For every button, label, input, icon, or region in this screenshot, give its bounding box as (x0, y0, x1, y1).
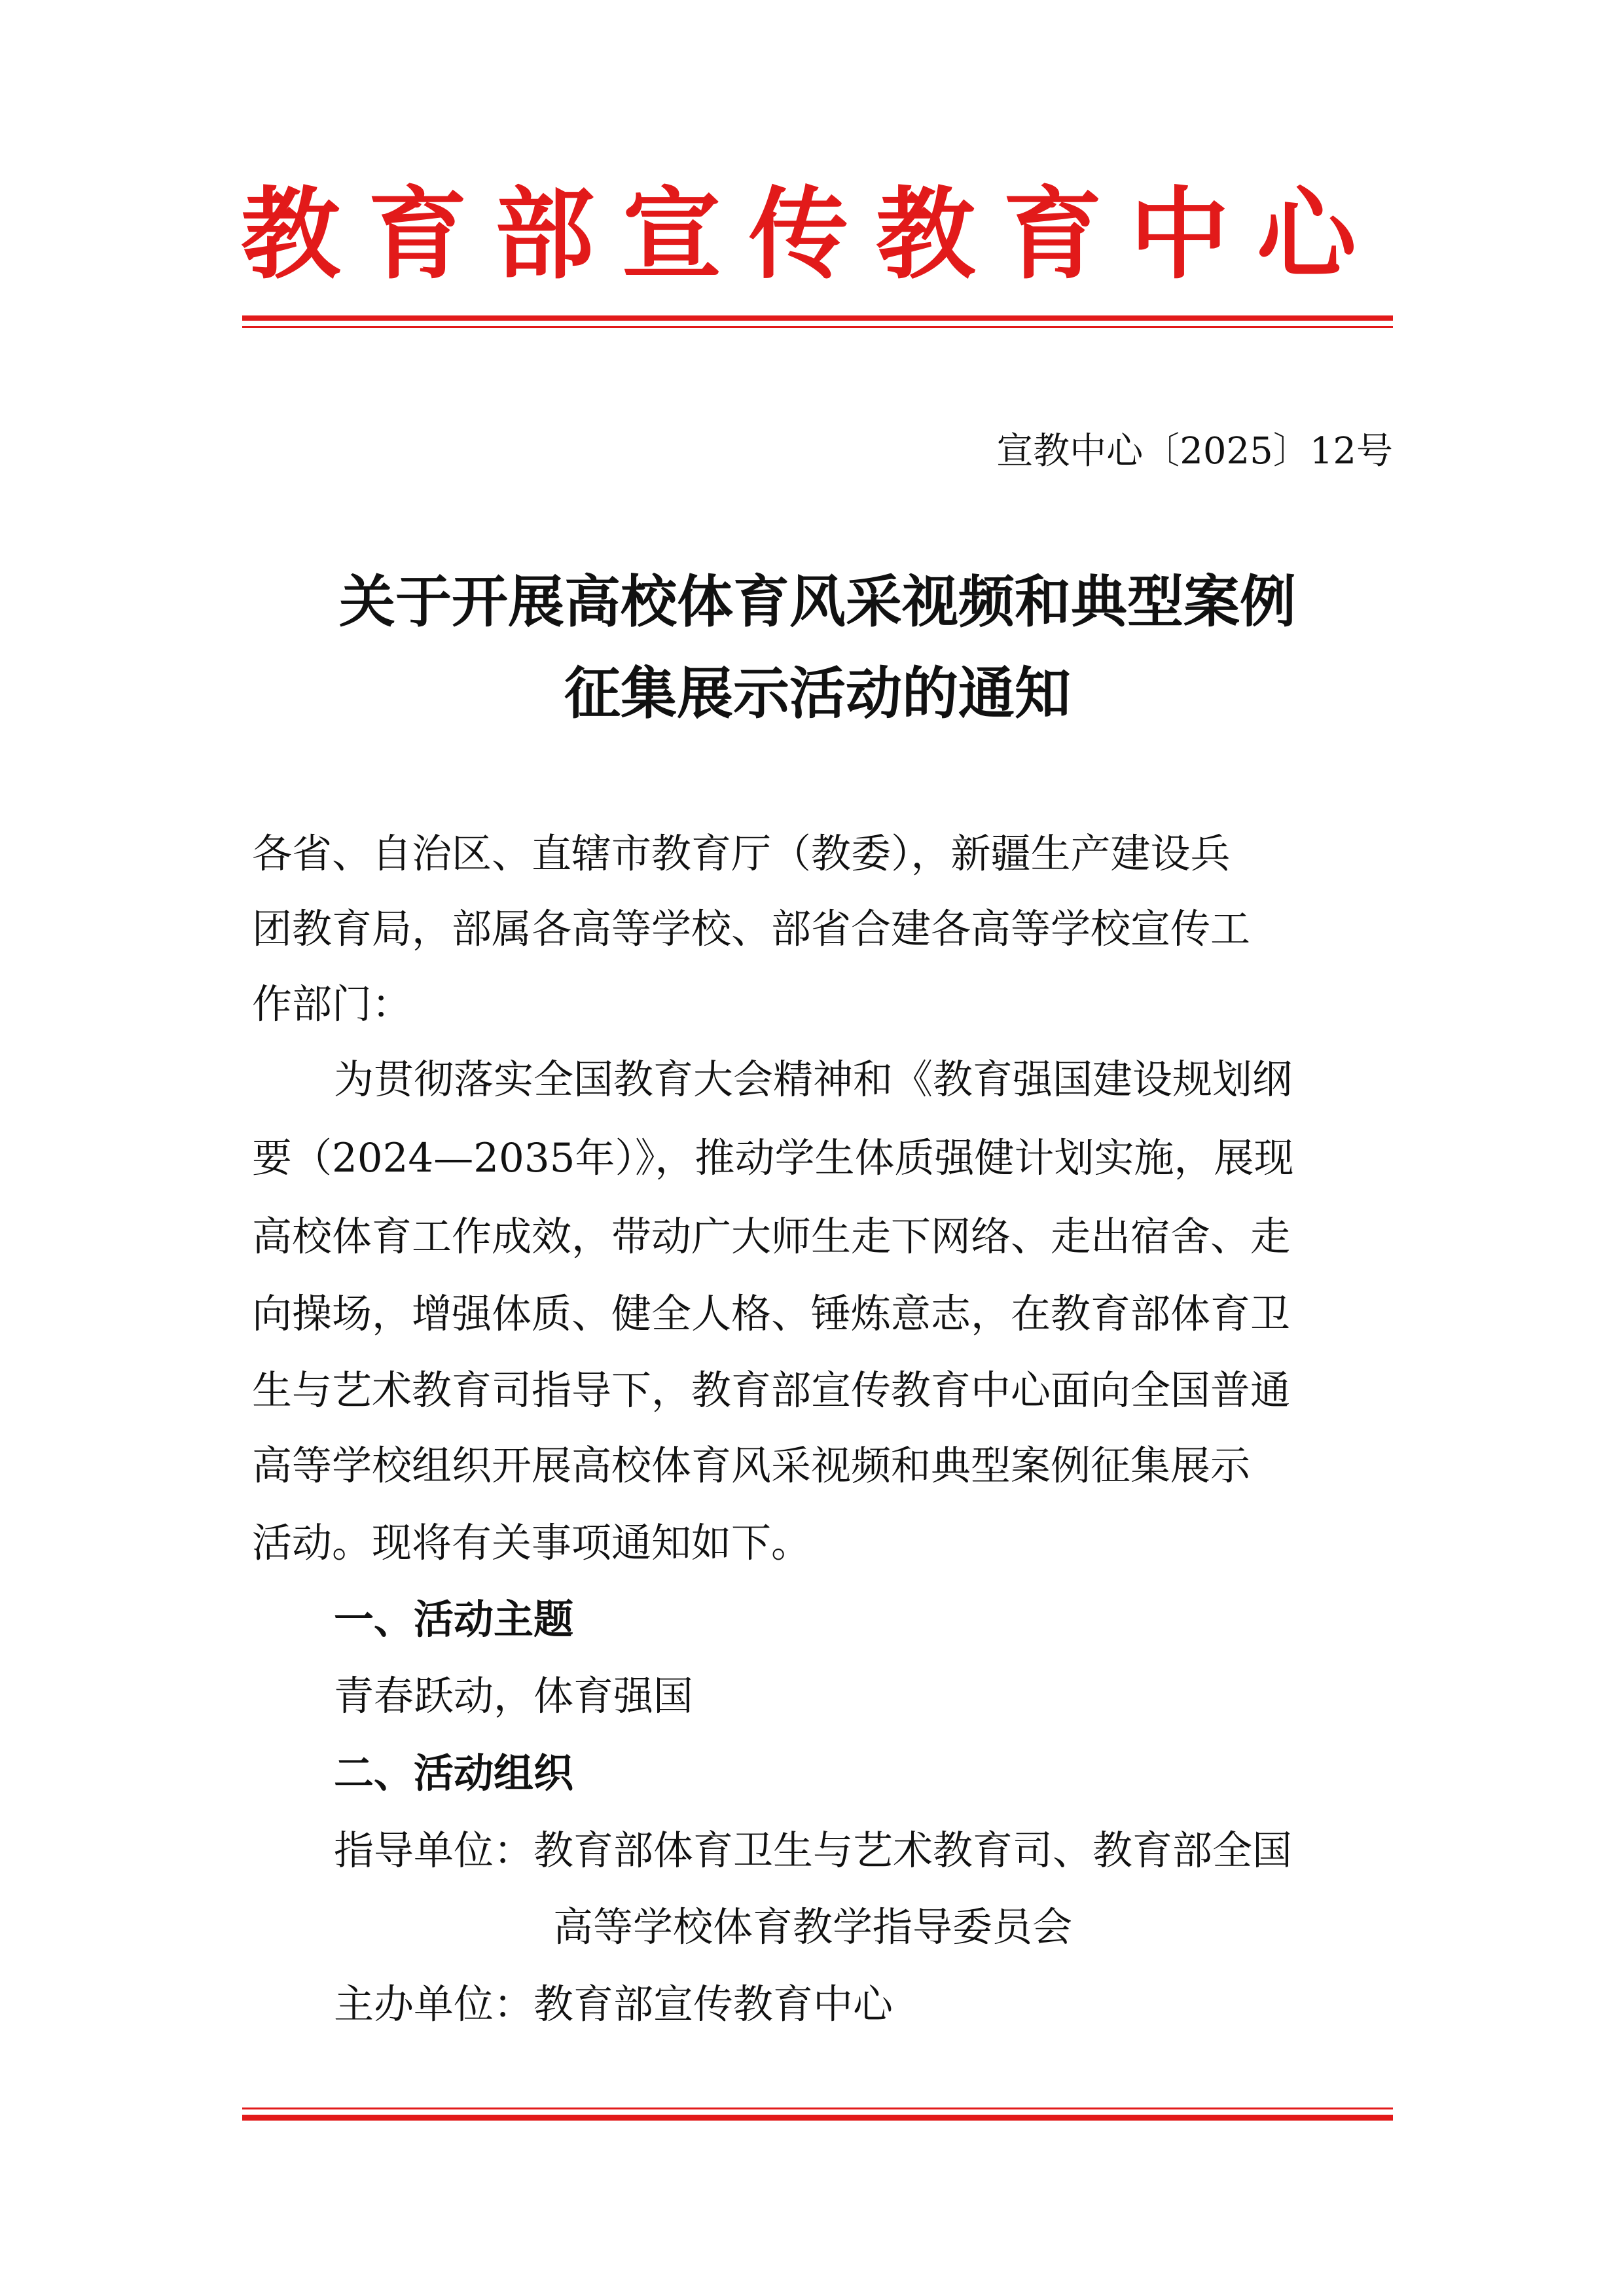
body-paragraph-line: 高等学校组织开展高校体育风采视频和典型案例征集展示 (252, 1443, 1251, 1489)
document-title-line-1: 关于开展高校体育风采视频和典型案例 (339, 569, 1296, 635)
addressee-line-3: 作部门： (252, 981, 412, 1028)
host-unit-line: 主办单位：教育部宣传教育中心 (334, 1981, 893, 2028)
document-title (242, 556, 1393, 740)
footer-divider-thick (242, 2115, 1393, 2121)
guiding-unit-line-2: 高等学校体育教学指导委员会 (553, 1904, 1073, 1950)
addressee-line-1: 各省、自治区、直辖市教育厅（教委），新疆生产建设兵 (252, 831, 1231, 877)
theme-text: 青春跃动，体育强国 (334, 1673, 694, 1719)
footer-divider-thin (242, 2108, 1393, 2109)
addressee-line-2: 团教育局，部属各高等学校、部省合建各高等学校宣传工 (252, 906, 1251, 952)
body-paragraph-line: 向操场，增强体质、健全人格、锤炼意志，在教育部体育卫 (252, 1291, 1291, 1337)
section-heading-organization: 二、活动组织 (334, 1750, 574, 1797)
header-divider-thin (242, 326, 1393, 328)
body-paragraph-line: 为贯彻落实全国教育大会精神和《教育强国建设规划纲 (334, 1056, 1293, 1103)
document-title-line-2: 征集展示活动的通知 (564, 660, 1071, 726)
section-heading-theme: 一、活动主题 (334, 1596, 574, 1643)
body-paragraph-line: 活动。现将有关事项通知如下。 (252, 1520, 812, 1566)
body-paragraph-line: 要（2024—2035年）》，推动学生体质强健计划实施，展现 (252, 1135, 1294, 1181)
header-divider-thick (242, 315, 1393, 321)
body-paragraph-line: 高校体育工作成效，带动广大师生走下网络、走出宿舍、走 (252, 1213, 1291, 1260)
issuing-organization-header: 教育部宣传教育中心 (241, 175, 1384, 293)
document-number: 宣教中心〔2025〕12号 (996, 430, 1393, 473)
guiding-unit-line-1: 指导单位：教育部体育卫生与艺术教育司、教育部全国 (334, 1827, 1293, 1874)
body-paragraph-line: 生与艺术教育司指导下，教育部宣传教育中心面向全国普通 (252, 1367, 1291, 1414)
